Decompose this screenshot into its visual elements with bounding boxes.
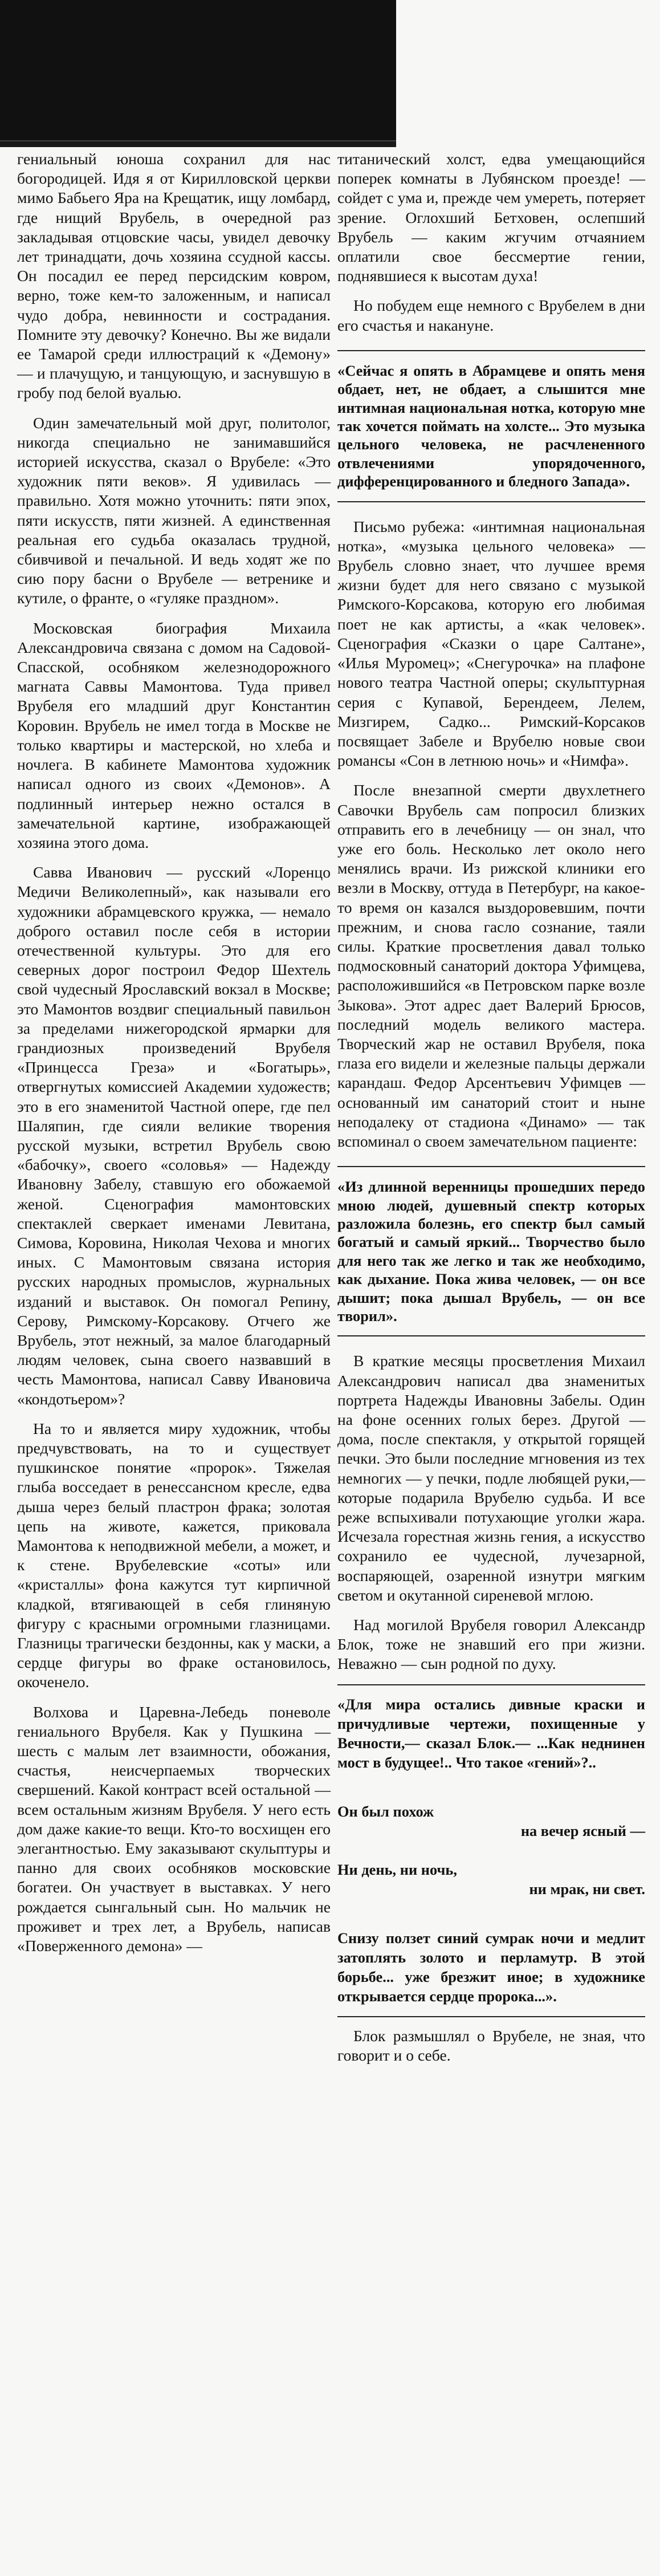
paragraph: Савва Иванович — русский «Лоренцо Медичи Великолепный», как называли его художники абрамцевского кружка, — немало доброго оставил после себя в истории отечественной культуры. Это для его северных дорог построил Федор Шехтель свой чудесный Ярославский вокзал в Москве; это Мамонтов воздвиг специальный павильон за пределами нижегородской ярмарки для грандиозных произведений Врубеля «Принцесса Греза» и «Богатырь», отвергнутых комиссией Академии художеств; это в его знаменитой Частной опере, где пел Шаляпин, где сияли великие творения русской музыки, встретил Врубель свою «бабочку», своего «соловья» — Надежду Ивановну Забелу, ставшую его обожаемой женой. Сценография мамонтовских спектаклей сверкает именами Левитана, Симова, Коровина, Николая Чехова и многих иных. С Мамонтовым связана история русских народных промыслов, журнальных изданий и выставок. Он помогал Репину, Серову, Римскому-Корсакову. Отчего же Врубель, этот нежный, за малое благодарный людям человек, сына своего назвавший в честь Мамонтова, написал Савву Ивановича «кондотьером»? xyxy=(17,863,331,1408)
right-column xyxy=(337,149,645,2075)
quote-block: «Сейчас я опять в Абрамцеве и опять меня обдает, нет, не обдает, а слышится мне интимная национальная нотка, которую мне так хочется поймать на холсте... Это музыка цельного человека, не расчлененного отвлечениями упорядоченного, дифференцированного и бледного Запада». xyxy=(337,350,645,502)
left-column xyxy=(17,149,331,1966)
paragraph: Над могилой Врубеля говорил Александр Блок, тоже не знавший его при жизни. Неважно — сын родной по духу. xyxy=(337,1616,645,1673)
paragraph: гениальный юноша сохранил для нас богородицей. Идя я от Кирилловской церкви мимо Бабьего Яра на Крещатик, ищу ломбард, где нищий Врубель, в очередной раз закладывая отцовские часы, увидел девочку лет тринадцати, дочь хозяина ссудной кассы. Он посадил ее перед персидским ковром, верно, тоже кем-то заложенным, и написал чудо добра, невинности и сострадания. Помните эту девочку? Конечно. Вы же видали ее Тамарой среди иллюстраций к «Демону» — и плачущую, и танцующую, и заснувшую в гробу под белой вуалью. xyxy=(17,150,331,402)
paragraph: Волхова и Царевна-Лебедь поневоле гениального Врубеля. Как у Пушкина — шесть с малым лет взаимности, обожания, счастья, неисчерпаемых творческих свершений. Какой контраст всей остальной — всем остальным жизням Врубеля. У него есть дом даже какие-то вещи. Кто-то восхищен его элегантностью. Ему заказывают скульптуры и панно для своих особняков московские богатеи. Он участвует в выставках. У него рождается сынгальный сын. Но мальчик не проживет и трех лет, а Врубель, написав «Поверженного демона» — xyxy=(17,1703,331,1955)
paragraph: На то и является миру художник, чтобы предчувствовать, на то и существует пушкинское понятие «пророк». Тяжелая глыба восседает в ренессансном кресле, едва дыша через белый пластрон фрака; золотая цепь на животе, кажется, приковала Мамонтова к неподвижной мебели, а может, и к стене. Врубелевские «соты» или «кристаллы» фона кажутся тут кирпичной кладкой, втягивающей в себя глиняную фигуру с красными огромными глазницами. Глазницы трагически бездонны, как у маски, а сердце фигуры во фраке остановилось, окоченело. xyxy=(17,1419,331,1691)
paragraph: Один замечательный мой друг, политолог, никогда специально не занимавшийся историей искусства, сказал о Врубеле: «Это художник пяти веков». Я удивилась — правильно. Хотя можно уточнить: пяти эпох, пяти искусств, пяти жизней. А единственная реальная его судьба оказалась трудной, сбивчивой и печальной. И ведь ходят же по сию пору басни о Врубеле — ветренике и кутиле, о франте, о «гуляке праздном». xyxy=(17,413,331,607)
quote-block: Снизу ползет синий сумрак ночи и медлит затоплять золото и перламутр. В этой борьбе... уже брезжит иное; в художнике открывается сердце пророка...». xyxy=(337,1929,645,2005)
paragraph: Но побудем еще немного с Врубелем в дни его счастья и накануне. xyxy=(337,296,645,334)
quote-block: «Для мира остались дивные краски и причудливые чертежи, похищенные у Вечности,— сказал Блок.— ...Как неднинен мост в будущее!.. Что такое «гений»?.. xyxy=(337,1695,645,1771)
photo-header-block xyxy=(0,0,396,147)
poem-line: на вечер ясный — xyxy=(520,1822,645,1839)
header-rule xyxy=(0,140,396,147)
poem-line: Он был похож xyxy=(337,1802,434,1820)
paragraph: После внезапной смерти двухлетнего Савочки Врубель сам попросил близких отправить его в лечебницу — он знал, что уже его боль. Несколько лет около него менялись врачи. Из рижской клиники его везли в Москву, оттуда в Петербург, на какое-то время он казался выздоровевшим, почти прежним, и снова гасло сознание, таяли силы. Краткие просветления давал только подмосковный санаторий доктора Уфимцева, расположившийся «в Петровском парке возле Зыкова». Этот адрес дает Валерий Брюсов, последний модель великого мастера. Творческий жар не оставил Врубеля, пока глаза его видели и железные пальцы держали карандаш. Федор Арсентьевич Уфимцев — основанный им санаторий стоит и ныне неподалеку от стадиона «Динамо» — так вспоминал о своем замечательном пациенте: xyxy=(337,781,645,1150)
poem xyxy=(337,1782,645,1918)
divider xyxy=(337,1684,645,1685)
paragraph: В краткие месяцы просветления Михаил Александрович написал два знаменитых портрета Надежды Ивановны Забелы. Один на фоне осенних голых берез. Другой — дома, после спектакля, у открытой горящей печки. Это были последние мгновения из тех немногих — у печки, подле любящей руки,—которые подарила Врубелю судьба. И все реже вспыхивали потухающие уголки жара. Исчезала горестная жизнь гения, а искусство сохранило ее чудесной, лучезарной, воспаряющей, озаренной изнутри мягким светом и окутанной сиреневой мглою. xyxy=(337,1352,645,1604)
paragraph: Письмо рубежа: «интимная национальная нотка», «музыка цельного человека» — Врубель словно знает, что лучшее время жизни будет для него связано с музыкой Римского-Корсакова, которую его любимая поет не как артисты, а «как человек». Сценография «Сказки о царе Салтане», «Илья Муромец»; «Снегурочка» на плафоне нового театра Частной оперы; скульптурная серия с Купавой, Берендеем, Лелем, Мизгирем, Садко... Римский-Корсаков посвящает Забеле и Врубелю новые свои романсы «Сон в летнюю ночь» и «Нимфа». xyxy=(337,517,645,770)
poem-line: Ни день, ни ночь, xyxy=(337,1860,457,1878)
paragraph: Блок размышлял о Врубеле, не зная, что говорит и о себе. xyxy=(337,2026,645,2064)
divider xyxy=(337,2016,645,2017)
paragraph: титанический холст, едва умещающийся поперек комнаты в Лубянском проезде! — сойдет с ума и, прежде чем умереть, потеряет зрение. Оглохший Бетховен, ослепший Врубель — каким жгучим отчаянием оплатили свое бессмертие гении, поднявшиеся к высотам духа! xyxy=(337,150,645,285)
paragraph: Московская биография Михаила Александровича связана с домом на Садовой-Спасской, особняком железнодорожного магната Саввы Мамонтова. Туда привел Врубеля его младший друг Константин Коровин. Врубель не имел тогда в Москве не только квартиры и мастерской, но хлеба и ночлега. В кабинете Мамонтова художник написал одного из своих «Демонов». А подлинный интерьер нежно остался в замечательной картине, изображающей хозяина этого дома. xyxy=(17,619,331,851)
quote-block: «Из длинной веренницы прошедших передо мною людей, душевный спектр которых разложила болезнь, его спектр был самый богатый и самый яркий... Творчество было для него так же легко и так же необходимо, как дыхание. Пока жива человек, — он все дышит; пока дышал Врубель, — он все творил». xyxy=(337,1166,645,1336)
poem-line: ни мрак, ни свет. xyxy=(529,1880,645,1898)
